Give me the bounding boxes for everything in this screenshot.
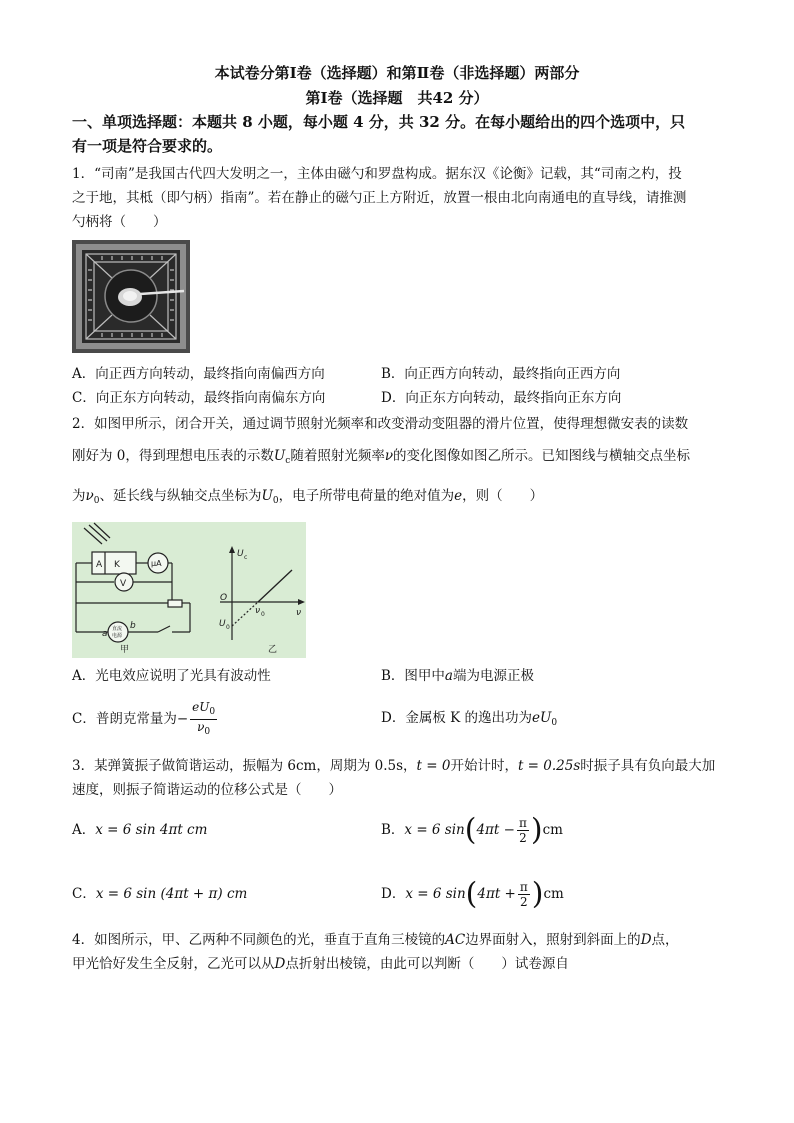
fig-label-cathode: K [114, 560, 120, 570]
q2-option-b[interactable]: B．图甲中a端为电源正极 [381, 668, 534, 684]
fig-label-source-2: 电源 [112, 633, 123, 639]
q3-option-a[interactable]: A．x = 6 sin 4πt cm [72, 822, 208, 838]
fig-label-microammeter: μA [151, 559, 162, 568]
graph-nu0-sub: 0 [261, 611, 265, 618]
q1-option-d[interactable]: D．向正东方向转动，最终指向正东方向 [381, 390, 622, 406]
q2-stem-line3: 为$\nu_0$、延长线与纵轴交点坐标为$U_0$，电子所带电荷量的绝对值为e，则（ ） [72, 488, 544, 506]
graph-yaxis-sub: c [244, 554, 248, 561]
fraction-eU0-over-v0: $\frac{eU_0}{\nu_0}$ [192, 700, 216, 737]
fig-label-source-1: 直流 [112, 626, 123, 632]
q4-stem-line1: 4．如图所示，甲、乙两种不同颜色的光，垂直于直角三棱镜的AC边界面射入，照射到斜面上的D点， [72, 932, 679, 948]
q2-option-a[interactable]: A．光电效应说明了光具有波动性 [72, 668, 271, 684]
q3-option-c[interactable]: C．x = 6 sin (4πt + π) cm [72, 886, 248, 902]
graph-nu0: ν [255, 606, 261, 616]
q1-stem-line2: 之于地，其柢（即勺柄）指南”。若在静止的磁勺正上方附近，放置一根由北向南通电的直导线，请推测 [72, 190, 687, 206]
q2-circuit-and-graph-figure [72, 522, 306, 658]
q2-stem-line1: 2．如图甲所示，闭合开关，通过调节照射光频率和改变滑动变阻器的滑片位置，使得理想微安表的读数 [72, 416, 689, 432]
fig-label-yi: 乙 [268, 645, 278, 655]
fig-label-b: b [130, 621, 136, 631]
section-instructions: 一、单项选择题：本题共 8 小题，每小题 4 分，共 32 分。在每小题给出的四个选项中，只 [72, 113, 686, 131]
graph-u0: U [219, 619, 226, 629]
q4-stem-line2: 甲光恰好发生全反射，乙光可以从D点折射出棱镜，由此可以判断（ ）试卷源自 [72, 956, 569, 972]
q1-option-b[interactable]: B．向正西方向转动，最终指向正西方向 [381, 366, 621, 382]
q3-stem-line2: 速度，则振子简谐运动的位移公式是（ ） [72, 782, 342, 798]
fig-label-jia: 甲 [120, 645, 130, 655]
graph-origin: O [220, 593, 228, 603]
paper-header: 本试卷分第Ⅰ卷（选择题）和第Ⅱ卷（非选择题）两部分 [214, 64, 580, 82]
sinan-compass-photo [72, 240, 190, 353]
q1-stem-line1: 1．“司南”是我国古代四大发明之一，主体由磁勺和罗盘构成。据东汉《论衡》记载，其“司南之杓，投 [72, 166, 682, 182]
q3-option-b[interactable]: B．x = 6 sin(4πt − $\frac{\pi}{2}$ )cm [381, 812, 563, 848]
q3-option-d[interactable]: D．x = 6 sin(4πt + $\frac{\pi}{2}$ )cm [381, 876, 564, 912]
q2-option-c[interactable]: C．普朗克常量为− $\frac{eU_0}{\nu_0}$ [72, 700, 216, 737]
q3-stem-line1: 3．某弹簧振子做简谐运动，振幅为 6cm，周期为 0.5s，t = 0开始计时，t = 0.25s时振子具有负向最大加 [72, 758, 716, 774]
graph-u0-sub: 0 [226, 624, 230, 631]
section-instructions-cont: 有一项是符合要求的。 [72, 137, 223, 155]
q2-option-d[interactable]: D．金属板 K 的逸出功为$eU_0$ [381, 710, 558, 728]
fig-label-anode: A [96, 560, 103, 570]
part-one-title: 第Ⅰ卷（选择题 共42 分） [305, 89, 489, 107]
q2-stem-line2: 刚好为 0，得到理想电压表的示数$U_c$随着照射光频率ν的变化图像如图乙所示。已知图线与横轴交点坐标 [72, 448, 691, 466]
fig-label-a: a [102, 629, 108, 639]
q1-stem-line3: 勺柄将（ ） [72, 214, 167, 230]
q1-option-c[interactable]: C．向正东方向转动，最终指向南偏东方向 [72, 390, 326, 406]
fig-label-voltmeter: V [120, 579, 127, 589]
q1-option-a[interactable]: A．向正西方向转动，最终指向南偏西方向 [72, 366, 325, 382]
graph-xaxis-label: ν [296, 608, 302, 618]
graph-yaxis-label: U [237, 549, 244, 559]
